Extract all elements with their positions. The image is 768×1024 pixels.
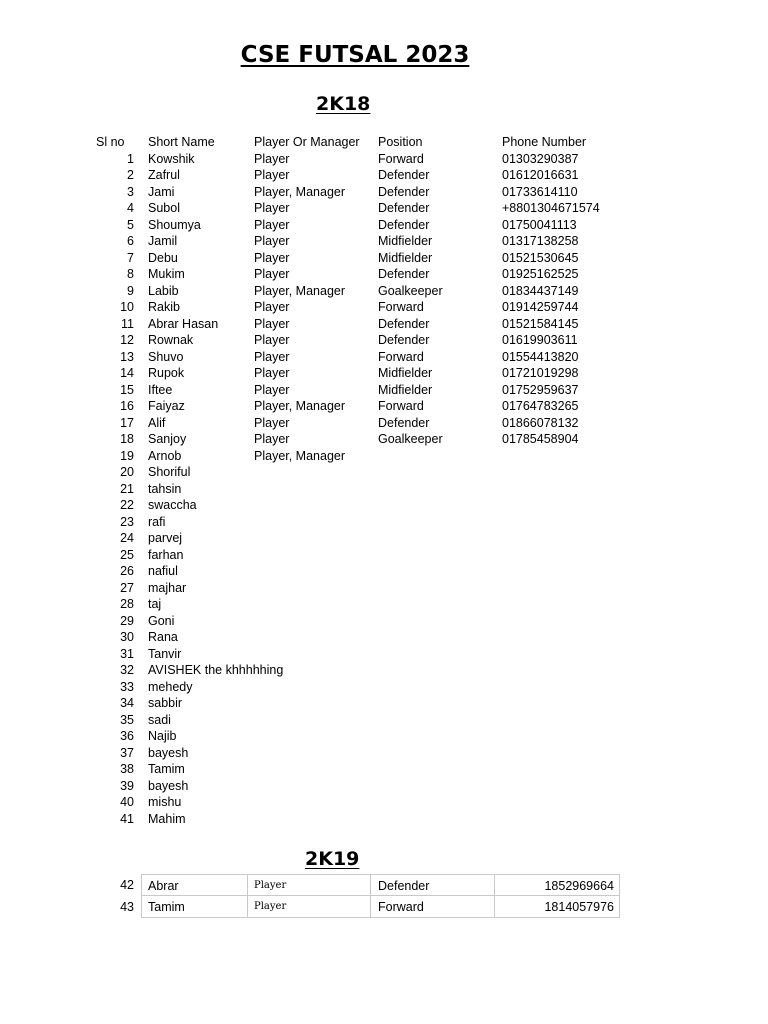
sl-cell: 12 <box>120 333 134 347</box>
phone-cell: 01303290387 <box>502 151 579 166</box>
sl-cell: 29 <box>120 613 134 628</box>
header-position: Position <box>378 135 423 149</box>
phone-cell: 01866078132 <box>502 415 579 430</box>
sl-cell: 8 <box>127 267 134 281</box>
sl-cell: 33 <box>120 679 134 694</box>
role-cell: Player <box>254 151 290 166</box>
role-cell: Player <box>254 250 290 265</box>
role-cell: Player <box>248 874 371 896</box>
role-cell: Player, Manager <box>254 184 346 199</box>
document-title: CSE FUTSAL 2023 <box>240 42 470 68</box>
name-cell: Rana <box>148 630 178 644</box>
role-cell: Player <box>254 316 290 331</box>
name-cell: Tanvir <box>148 646 182 661</box>
position-cell: Forward <box>378 399 424 413</box>
role-cell: Player, Manager <box>254 448 346 463</box>
name-cell: swaccha <box>148 498 197 512</box>
name-cell: farhan <box>148 547 184 562</box>
sl-cell: 41 <box>120 811 134 826</box>
name-cell: majhar <box>148 580 187 595</box>
name-cell: Iftee <box>148 382 173 397</box>
phone-cell: 1852969664 <box>495 874 620 896</box>
name-cell: Rakib <box>148 300 180 314</box>
position-cell: Defender <box>378 168 430 182</box>
role-cell: Player <box>254 234 290 248</box>
sl-cell: 3 <box>127 184 134 199</box>
phone-cell: 01752959637 <box>502 382 579 397</box>
name-cell: Labib <box>148 283 179 298</box>
name-cell: bayesh <box>148 778 189 793</box>
header-short-name: Short Name <box>148 135 215 149</box>
phone-cell: 01834437149 <box>502 283 579 298</box>
name-cell: Shoumya <box>148 217 201 232</box>
name-cell: taj <box>148 597 162 611</box>
role-cell: Player <box>254 168 290 182</box>
position-cell: Goalkeeper <box>378 432 443 446</box>
section-heading-2k18: 2K18 <box>316 93 371 115</box>
name-cell: Jami <box>148 184 175 199</box>
name-cell: Faiyaz <box>148 399 185 413</box>
sl-cell: 40 <box>120 795 134 809</box>
position-cell: Defender <box>378 184 430 199</box>
phone-cell: 1814057976 <box>495 896 620 918</box>
sl-cell: 35 <box>120 712 134 727</box>
position-cell: Forward <box>378 349 424 364</box>
phone-cell: 01914259744 <box>502 300 579 314</box>
name-cell: Rupok <box>148 366 185 380</box>
name-cell: sabbir <box>148 696 183 710</box>
phone-cell: +8801304671574 <box>502 201 600 215</box>
sl-cell: 26 <box>120 564 134 578</box>
sl-cell: 20 <box>120 465 134 479</box>
section-heading-2k19: 2K19 <box>305 848 360 870</box>
phone-cell: 01612016631 <box>502 168 579 182</box>
name-cell: bayesh <box>148 745 189 760</box>
role-cell: Player <box>254 432 290 446</box>
position-cell: Defender <box>378 415 430 430</box>
sl-cell: 18 <box>120 432 134 446</box>
name-cell: Mukim <box>148 267 185 281</box>
sl-cell: 38 <box>120 762 134 776</box>
sl-cell: 11 <box>121 316 134 331</box>
sl-cell: 27 <box>120 580 134 595</box>
phone-cell: 01554413820 <box>502 349 579 364</box>
position-cell: Defender <box>378 201 430 215</box>
position-cell: Defender <box>378 333 430 347</box>
sl-cell: 19 <box>120 448 134 463</box>
sl-cell: 24 <box>120 531 134 545</box>
phone-cell: 01317138258 <box>502 234 579 248</box>
phone-cell: 01521530645 <box>502 250 579 265</box>
name-cell: Rownak <box>148 333 194 347</box>
role-cell: Player, Manager <box>254 283 346 298</box>
name-cell: mehedy <box>148 679 193 694</box>
sl-cell: 6 <box>127 234 134 248</box>
header-phone-number: Phone Number <box>502 135 587 149</box>
sl-cell: 37 <box>120 745 134 760</box>
sl-cell: 17 <box>120 415 134 430</box>
name-cell: Tamim <box>141 896 248 918</box>
name-cell: Subol <box>148 201 180 215</box>
sl-cell: 2 <box>127 168 134 182</box>
sl-cell: 9 <box>127 283 134 298</box>
position-cell: Defender <box>371 874 495 896</box>
name-cell: rafi <box>148 514 166 529</box>
name-cell: mishu <box>148 795 182 809</box>
name-cell: Alif <box>148 415 166 430</box>
name-cell: Jamil <box>148 234 178 248</box>
name-cell: Mahim <box>148 811 186 826</box>
name-cell: Abrar <box>141 874 248 896</box>
name-cell: Goni <box>148 613 175 628</box>
name-cell: sadi <box>148 712 171 727</box>
sl-cell: 15 <box>120 382 134 397</box>
sl-cell: 28 <box>120 597 134 611</box>
role-cell: Player <box>254 300 290 314</box>
name-cell: AVISHEK the khhhhhing <box>148 663 284 677</box>
sl-cell: 39 <box>120 778 134 793</box>
position-cell: Forward <box>378 300 424 314</box>
position-cell: Defender <box>378 217 430 232</box>
phone-cell: 01925162525 <box>502 267 579 281</box>
name-cell: Zafrul <box>148 168 180 182</box>
role-cell: Player <box>254 217 290 232</box>
role-cell: Player <box>254 349 290 364</box>
position-cell: Defender <box>378 316 430 331</box>
role-cell: Player <box>254 267 290 281</box>
name-cell: tahsin <box>148 481 182 496</box>
role-cell: Player <box>254 382 290 397</box>
name-cell: Shuvo <box>148 349 184 364</box>
sl-cell: 1 <box>127 151 134 166</box>
phone-cell: 01764783265 <box>502 399 579 413</box>
sl-cell: 34 <box>120 696 134 710</box>
role-cell: Player <box>254 333 290 347</box>
sl-cell: 10 <box>120 300 134 314</box>
phone-cell: 01733614110 <box>502 184 578 199</box>
role-cell: Player, Manager <box>254 399 346 413</box>
phone-cell: 01750041113 <box>502 217 577 232</box>
sl-cell: 13 <box>120 349 134 364</box>
name-cell: nafiul <box>148 564 178 578</box>
position-cell: Midfielder <box>378 250 433 265</box>
sl-cell: 30 <box>120 630 134 644</box>
position-cell: Defender <box>378 267 430 281</box>
sl-cell: 36 <box>120 729 134 743</box>
role-cell: Player <box>248 896 371 918</box>
sl-cell: 23 <box>120 514 134 529</box>
name-cell: Sanjoy <box>148 432 187 446</box>
sl-cell: 16 <box>120 399 134 413</box>
position-cell: Midfielder <box>378 366 433 380</box>
name-cell: Kowshik <box>148 151 195 166</box>
sl-cell: 14 <box>120 366 134 380</box>
name-cell: Debu <box>148 250 178 265</box>
sl-cell: 22 <box>120 498 134 512</box>
role-cell: Player <box>254 201 290 215</box>
sl-cell: 7 <box>127 250 134 265</box>
position-cell: Midfielder <box>378 234 433 248</box>
name-cell: Abrar Hasan <box>148 316 219 331</box>
phone-cell: 01619903611 <box>502 333 578 347</box>
name-cell: parvej <box>148 531 183 545</box>
sl-cell: 32 <box>120 663 134 677</box>
position-cell: Goalkeeper <box>378 283 443 298</box>
role-cell: Player <box>254 366 290 380</box>
position-cell: Midfielder <box>378 382 433 397</box>
name-cell: Shoriful <box>148 465 191 479</box>
sl-cell: 42 <box>120 878 134 892</box>
header-sl-no: Sl no <box>96 135 125 149</box>
sl-cell: 4 <box>127 201 134 215</box>
name-cell: Tamim <box>148 762 185 776</box>
sl-cell: 43 <box>120 900 134 914</box>
sl-cell: 31 <box>120 646 134 661</box>
sl-cell: 5 <box>127 217 134 232</box>
role-cell: Player <box>254 415 290 430</box>
sl-cell: 25 <box>120 547 134 562</box>
phone-cell: 01721019298 <box>502 366 579 380</box>
phone-cell: 01785458904 <box>502 432 579 446</box>
position-cell: Forward <box>378 151 424 166</box>
name-cell: Najib <box>148 729 177 743</box>
sl-cell: 21 <box>120 481 134 496</box>
phone-cell: 01521584145 <box>502 316 579 331</box>
header-player-or-manager: Player Or Manager <box>254 135 360 149</box>
position-cell: Forward <box>371 896 495 918</box>
name-cell: Arnob <box>148 448 182 463</box>
